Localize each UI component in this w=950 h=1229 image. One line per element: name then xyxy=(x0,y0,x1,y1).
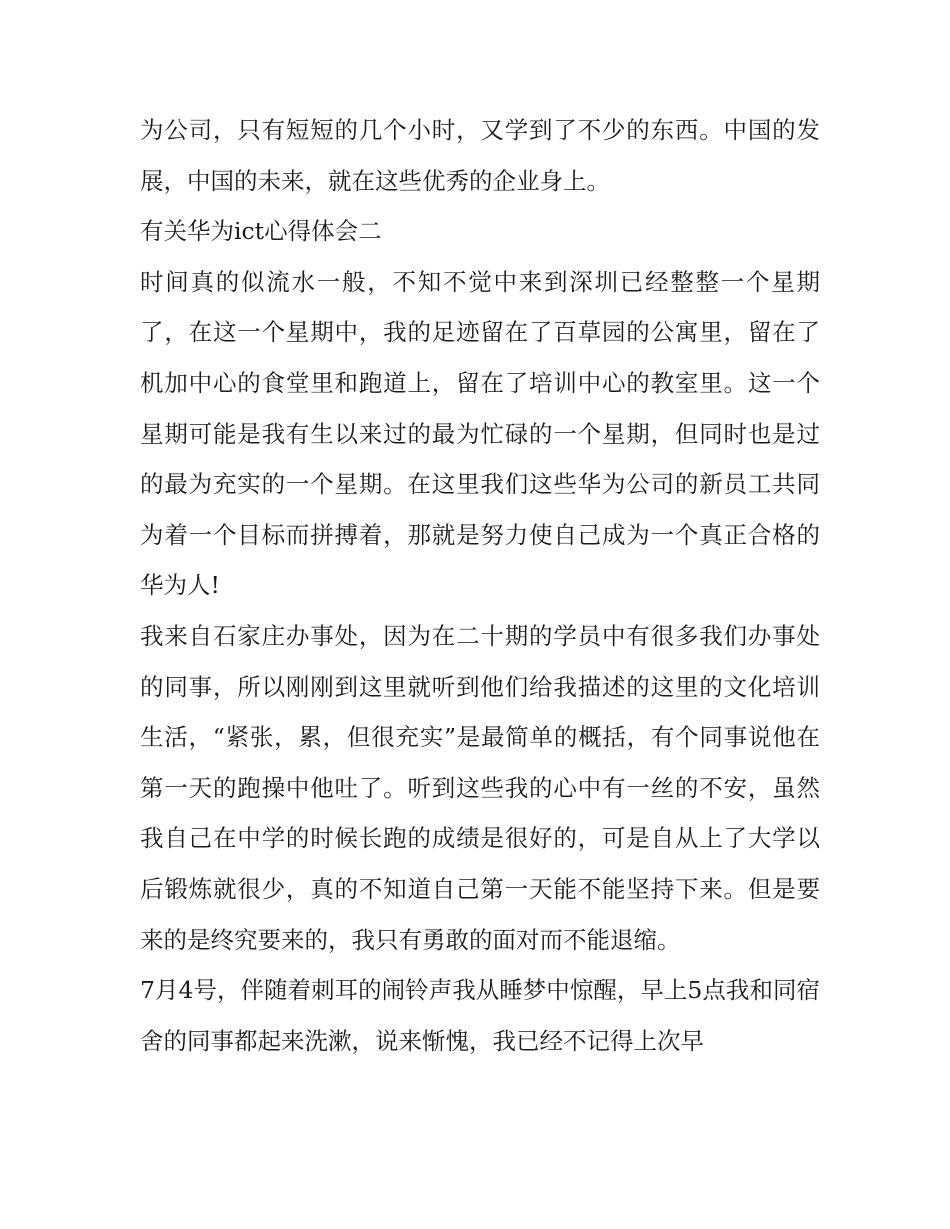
paragraph-week-in-shenzhen: 时间真的似流水一般，不知不觉中来到深圳已经整整一个星期了，在这一个星期中，我的足迹留在了百草园的公寓里，留在了机加中心的食堂里和跑道上，留在了培训中心的教室里。这一个星期可能是我有生以来过的最为忙碌的一个星期，但同时也是过的最为充实的一个星期。在这里我们这些华为公司的新员工共同为着一个目标而拼搏着，那就是努力使自己成为一个真正合格的华为人! xyxy=(140,267,820,600)
document-body xyxy=(140,105,820,1066)
paragraph-shijiazhuang-office: 我来自石家庄办事处，因为在二十期的学员中有很多我们办事处的同事，所以刚刚到这里就听到他们给我描述的这里的文化培训生活，“紧张，累，但很充实”是最简单的概括，有个同事说他在第一天的跑操中他吐了。听到这些我的心中有一丝的不安，虽然我自己在中学的时候长跑的成绩是很好的，可是自从上了大学以后锻炼就很少，真的不知道自己第一天能不能坚持下来。但是要来的是终究要来的，我只有勇敢的面对而不能退缩。 xyxy=(140,621,820,954)
paragraph-continuation: 为公司，只有短短的几个小时，又学到了不少的东西。中国的发展，中国的未来，就在这些优秀的企业身上。 xyxy=(140,116,820,195)
section-heading: 有关华为ict心得体会二 xyxy=(140,217,382,246)
paragraph-july-4: 7月4号，伴随着刺耳的闹铃声我从睡梦中惊醒，早上5点我和同宿舍的同事都起来洗漱，说来惭愧，我已经不记得上次早 xyxy=(140,976,820,1055)
